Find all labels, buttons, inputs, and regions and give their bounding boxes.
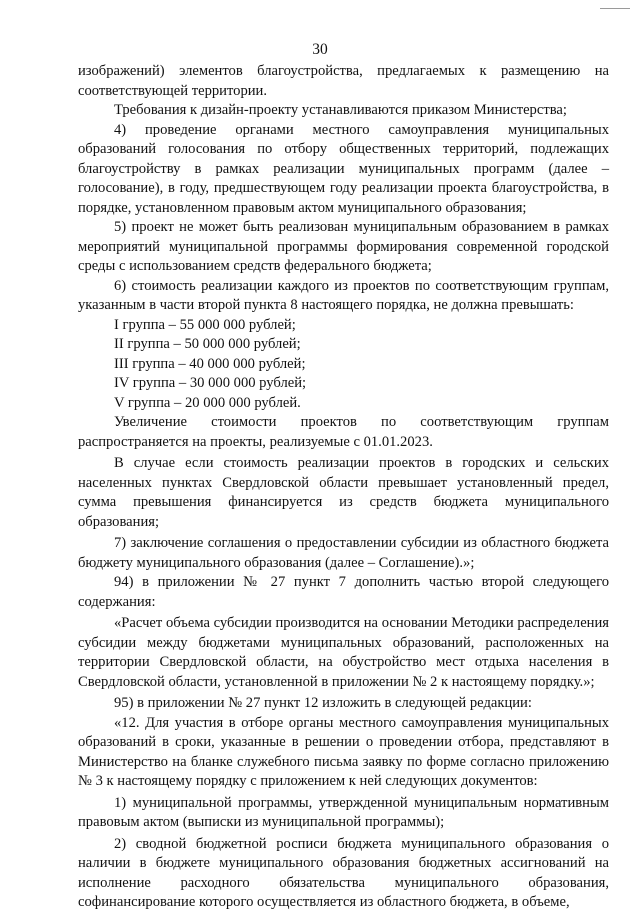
paragraph-continuation: изображений) элементов благоустройства, предлагаемых к размещению на соответствующей территории. — [78, 63, 609, 99]
corner-scan-mark — [600, 8, 630, 9]
paragraph-amendment-94: 94) в приложении № 27 пункт 7 дополнить частью второй следующего содержания: — [78, 574, 609, 610]
group-limit-1: I группа – 55 000 000 рублей; — [114, 316, 296, 333]
paragraph-doc-2: 2) сводной бюджетной росписи бюджета муниципального образования о наличии в бюджете муниципального образования бюджетных ассигнований на исполнение расходного обязательства муниципального образования, софинансирование которого осуществляется из областного бюджета, в объеме, — [78, 835, 609, 910]
paragraph-item-5: 5) проект не может быть реализован муниципальным образованием в рамках мероприятий муниципальной программы формирования современной городской среды с использованием средств федерального бюджета; — [78, 219, 609, 274]
group-limit-2: II группа – 50 000 000 рублей; — [114, 336, 301, 352]
group-limit-3: III группа – 40 000 000 рублей; — [114, 355, 306, 372]
paragraph-item-4: 4) проведение органами местного самоуправления муниципальных образований голосования по отбору общественных территорий, подлежащих благоустройству в рамках реализации муниципальных программ (далее – голосование), в году, предшествующем году реализации проекта благоустройства, в порядке, установленном правовым актом муниципального образования; — [78, 121, 609, 216]
paragraph-cost-excess: В случае если стоимость реализации проектов в городских и сельских населенных пунктах Свердловской области превышает установленный предел, сумма превышения финансируется из средств бюджета муниципального образования; — [78, 455, 609, 530]
paragraph-design-requirements: Требования к дизайн-проекту устанавливаются приказом Министерства; — [114, 102, 567, 118]
paragraph-amendment-95: 95) в приложении № 27 пункт 12 изложить в следующей редакции: — [114, 695, 532, 711]
group-limit-4: IV группа – 30 000 000 рублей; — [114, 375, 307, 391]
paragraph-cost-increase: Увеличение стоимости проектов по соответствующим группам распространяется на проекты, реализуемые с 01.01.2023. — [78, 414, 609, 450]
paragraph-subsidy-calculation: «Расчет объема субсидии производится на основании Методики распределения субсидии между бюджетами муниципальных образований, расположенных на территории Свердловской области, на обустройство мест отдыха населения в Свердловской области, установленной в приложении № 2 к настоящему порядку.»; — [78, 615, 609, 690]
paragraph-doc-1: 1) муниципальной программы, утвержденной муниципальным нормативным правовым актом (выписки из муниципальной программы); — [78, 794, 609, 830]
page-number: 30 — [312, 41, 328, 58]
group-limit-5: V группа – 20 000 000 рублей. — [114, 394, 301, 411]
paragraph-point-12: «12. Для участия в отборе органы местного самоуправления муниципальных образований в сроки, указанные в решении о проведении отбора, представляют в Министерство на бланке служебного письма заявку по форме согласно приложению № 3 к настоящему порядку с приложением к ней следующих документов: — [78, 714, 609, 789]
document-body — [78, 62, 609, 913]
paragraph-item-7: 7) заключение соглашения о предоставлении субсидии из областного бюджета бюджету муниципального образования (далее – Соглашение).»; — [78, 535, 609, 571]
paragraph-item-6: 6) стоимость реализации каждого из проектов по соответствующим группам, указанным в части второй пункта 8 настоящего порядка, не должна превышать: — [78, 277, 609, 313]
